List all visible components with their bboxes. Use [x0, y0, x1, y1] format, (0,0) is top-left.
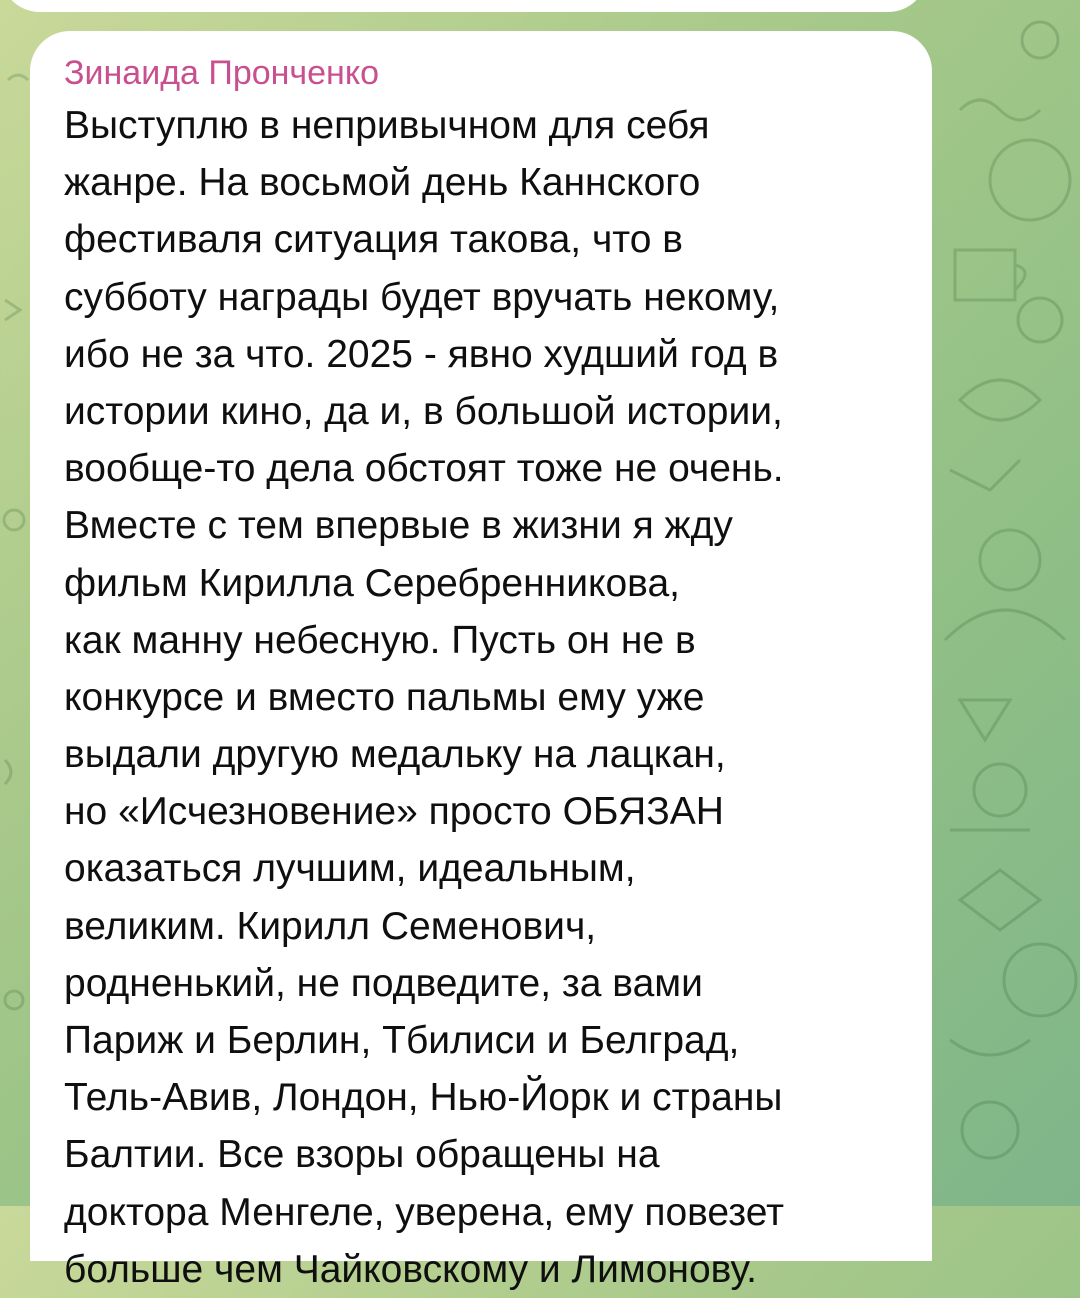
message-line: Балтии. Все взоры обращены на: [64, 1133, 660, 1177]
sender-name[interactable]: Зинаида Пронченко: [64, 54, 379, 92]
message-line: Париж и Берлин, Тбилиси и Белград,: [64, 1019, 740, 1062]
previous-message-bubble: [0, 0, 928, 12]
message-line: оказаться лучшим, идеальным,: [64, 847, 636, 891]
message-line: великим. Кирилл Семенович,: [64, 904, 597, 948]
message-line: фильм Кирилла Серебренникова,: [64, 561, 680, 605]
message-bubble[interactable]: [30, 31, 932, 1291]
message-text: [64, 97, 902, 1298]
message-line: Тель-Авив, Лондон, Нью-Йорк и страны: [64, 1076, 783, 1120]
message-line: доктора Менгеле, уверена, ему повезет: [64, 1190, 784, 1234]
message-line: конкурсе и вместо пальмы ему уже: [64, 675, 705, 719]
message-line: вообще-то дела обстоят тоже не очень.: [64, 447, 784, 491]
message-line: больше чем Чайковскому и Лимонову.: [64, 1247, 757, 1291]
message-line: жанре. На восьмой день Каннского: [64, 161, 701, 205]
message-line: субботу награды будет вручать некому,: [64, 275, 780, 319]
message-line: фестиваля ситуация такова, что в: [64, 218, 683, 262]
message-line: но «Исчезновение» просто ОБЯЗАН: [64, 790, 724, 834]
message-line: родненький, не подведите, за вами: [64, 961, 703, 1005]
message-line: Выступлю в непривычном для себя: [64, 104, 710, 147]
message-line: Вместе с тем впервые в жизни я жду: [64, 504, 733, 548]
message-line: истории кино, да и, в большой истории,: [64, 389, 783, 433]
message-line: ибо не за что. 2025 - явно худший год в: [64, 332, 779, 376]
message-line: как манну небесную. Пусть он не в: [64, 618, 696, 662]
message-line: выдали другую медальку на лацкан,: [64, 733, 726, 777]
